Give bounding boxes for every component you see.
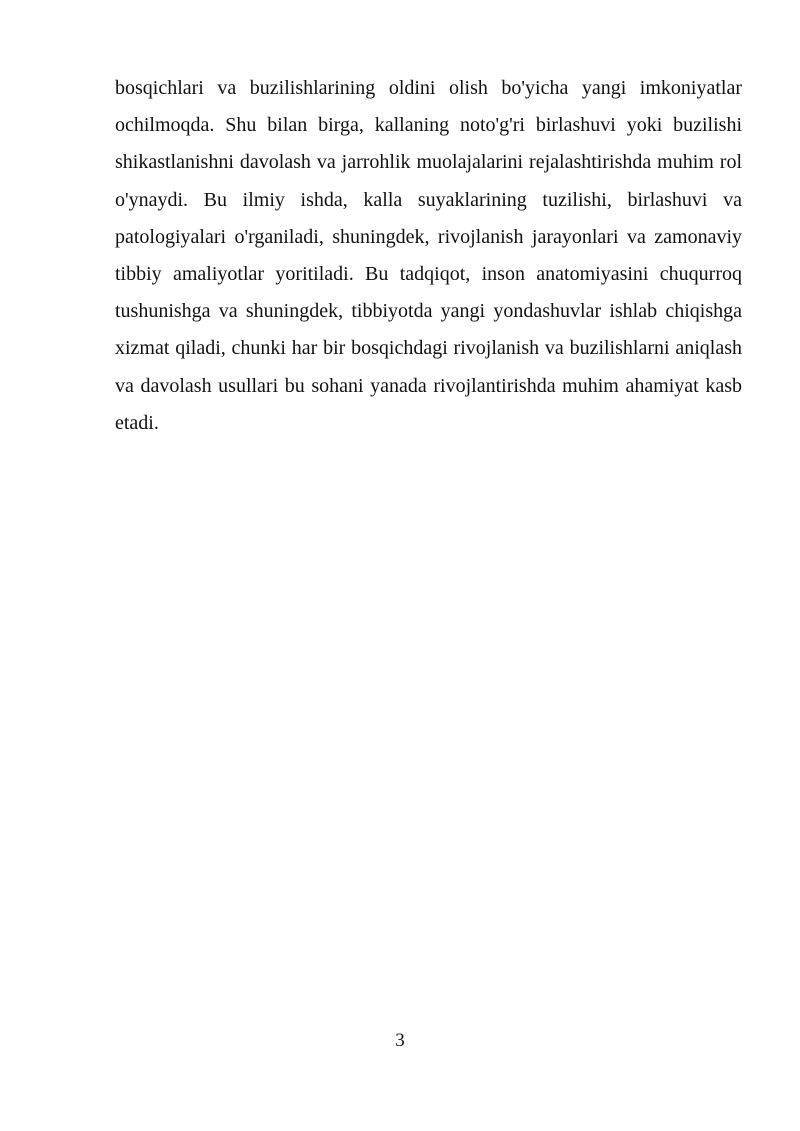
page-number: 3	[395, 1030, 405, 1051]
body-paragraph: bosqichlari va buzilishlarining oldini olish bo'yicha yangi imkoniyatlar ochilmoqda. Shu bilan birga, kallaning noto'g'ri birlashuvi yoki buzilishi shikastlanishni davolash va jarrohlik muolajalarini rejalashtirishda muhim rol o'ynaydi. Bu ilmiy ishda, kalla suyaklarining tuzilishi, birlashuvi va patologiyalari o'rganiladi, shuningdek, rivojlanish jarayonlari va zamonaviy tibbiy amaliyotlar yoritiladi. Bu tadqiqot, inson anatomiyasini chuqurroq tushunishga va shuningdek, tibbiyotda yangi yondashuvlar ishlab chiqishga xizmat qiladi, chunki har bir bosqichdagi rivojlanish va buzilishlarni aniqlash va davolash usullari bu sohani yanada rivojlantirishda muhim ahamiyat kasb etadi.	[115, 77, 742, 434]
